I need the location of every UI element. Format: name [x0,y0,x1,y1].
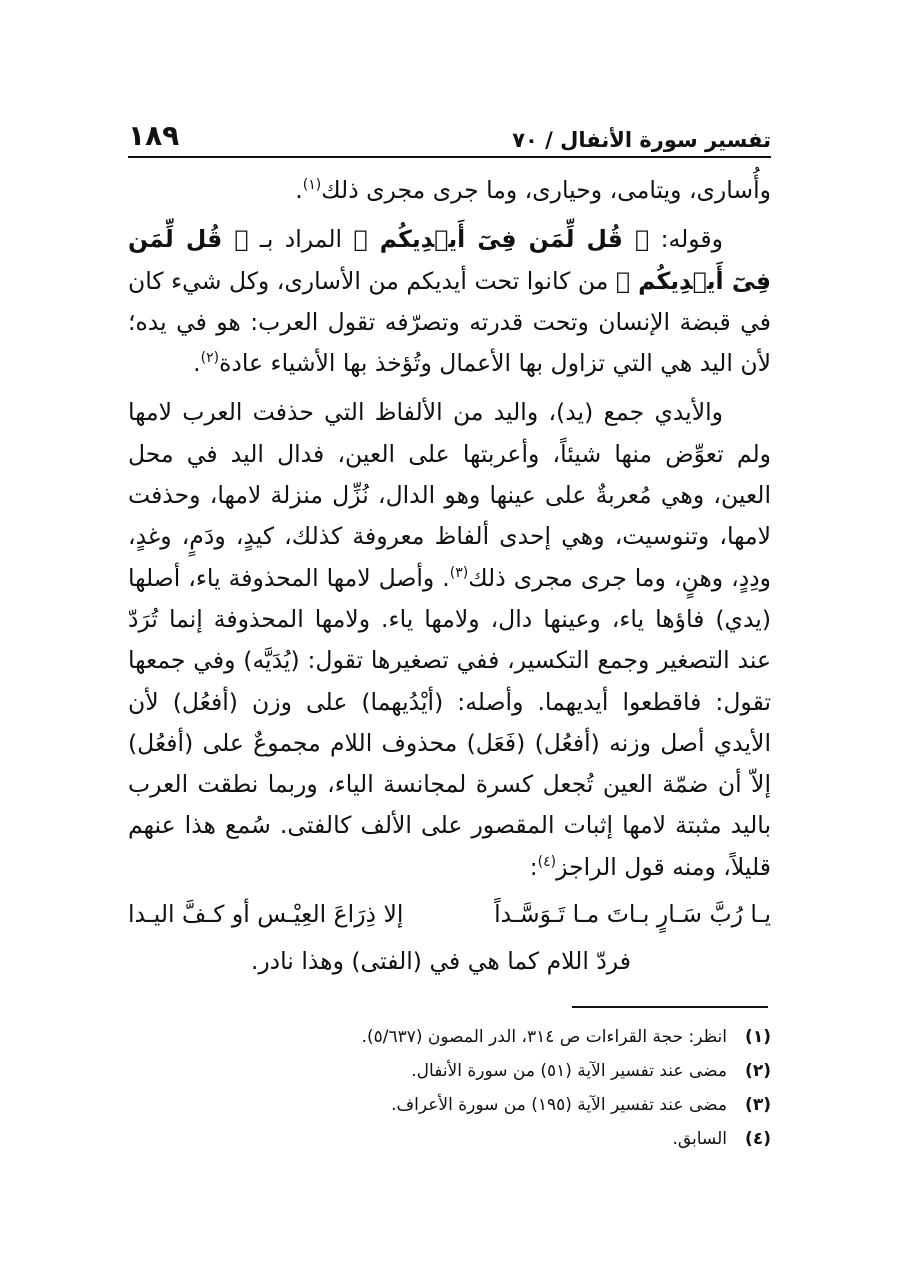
footnote-text: السابق. [672,1129,727,1149]
paragraph-3 [128,392,771,888]
paragraph-1-tail: . [295,176,303,204]
footnote-number: (٤) [745,1129,771,1149]
verse-first-hemistich: يـا رُبَّ سَـارٍ بـاتَ مـا تَـوَسَّـداً [494,900,771,929]
closing-line: فردّ اللام كما هي في (الفتى) وهذا نادر. [250,947,631,976]
footnote-text: مضى عند تفسير الآية (٥١) من سورة الأنفال. [411,1061,727,1081]
paragraph-3-part1: والأيدي جمع (يد)، واليد من الألفاظ التي حذفت العرب لامها ولم تعوِّض منها شيئاً، وأعربتها على العين، فدال اليد في محل العين، وهي مُعربةٌ على عينها وهو الدال، نُزِّل منزلة لامها، وحذفت لامها، وتنوسيت، وهي إحدى ألفاظ معروفة كذلك، كيدٍ، ودَمٍ، وغدٍ، ودِدٍ، وهنٍ، وما جرى مجرى ذلك [128,398,771,592]
page-header [128,112,771,158]
paragraph-1 [128,170,771,211]
page-number: ١٨٩ [128,119,180,152]
footnote [128,1054,771,1088]
footnote [128,1020,771,1054]
footnote-number: (٢) [745,1061,771,1081]
footnote [128,1088,771,1122]
footnote-number: (٣) [745,1095,771,1115]
paragraph-2-rest: من كانوا تحت أيديكم من الأسارى، وكل شيء كان في قبضة الإنسان وتحت قدرته وتصرّفه تقول العرب: هو في يده؛ لأن اليد هي التي تزاول بها الأعمال وتُؤخذ بها الأشياء عادة [128,266,771,378]
footnote-ref-1: (١) [302,177,322,194]
paragraph-2-mid: المراد بـ [248,225,354,254]
main-text [128,170,771,982]
quran-quote-2: ﴿ قُل لِّمَن فِىٓ أَيۡدِيكُم ﴾ [128,225,771,295]
poetry-verse [128,894,771,935]
paragraph-2-tail: . [193,349,201,378]
footnote [128,1122,771,1156]
footnote-text: انظر: حجة القراءات ص ٣١٤، الدر المصون (٥/٦٣٧). [361,1027,727,1047]
paragraph-3-tail: : [529,852,538,881]
footnote-text: مضى عند تفسير الآية (١٩٥) من سورة الأعراف. [391,1095,727,1115]
footnote-divider [572,1006,768,1008]
running-title: تفسير سورة الأنفال / ٧٠ [512,128,771,152]
paragraph-2-intro: وقوله: [649,225,724,254]
footnote-number: (١) [745,1027,771,1047]
verse-second-hemistich: إلا ذِرَاعَ العِيْـس أو كـفَّ اليـدا [128,900,404,929]
paragraph-3-part2: . وأصل لامها المحذوفة ياء، أصلها (يدي) فاؤها ياء، وعينها دال، ولامها ياء. ولامها المحذوفة إنما تُرَدّ عند التصغير وجمع التكسير، ففي تصغيرها تقول: (يُدَيَّه) وفي جمعها تقول: فاقطعوا أيديهما. وأصله: (أيْدُيهما) على وزن (أفعُل) لأن الأيدي أصل وزنه (أفعُل) (فَعَل) محذوف اللام مجموعٌ على (أفعُل) إلاّ أن ضمّة العين تُجعل كسرة لمجانسة الياء، وربما نطقت العرب باليد مثبتة لامها إثبات المقصور على الألف كالفتى. سُمع هذا عنهم قليلاً، ومنه قول الراجز [128,563,771,881]
quran-quote-1: ﴿ قُل لِّمَن فِىٓ أَيۡدِيكُم ﴾ [353,225,650,254]
paragraph-1-text: وأُسارى، ويتامى، وحيارى، وما جرى مجرى ذلك [321,176,771,204]
footnote-ref-4: (٤) [537,853,557,870]
paragraph-2 [128,219,771,384]
footnote-ref-3: (٣) [449,564,469,581]
footnotes [128,1020,771,1156]
footnote-ref-2: (٢) [200,350,220,367]
